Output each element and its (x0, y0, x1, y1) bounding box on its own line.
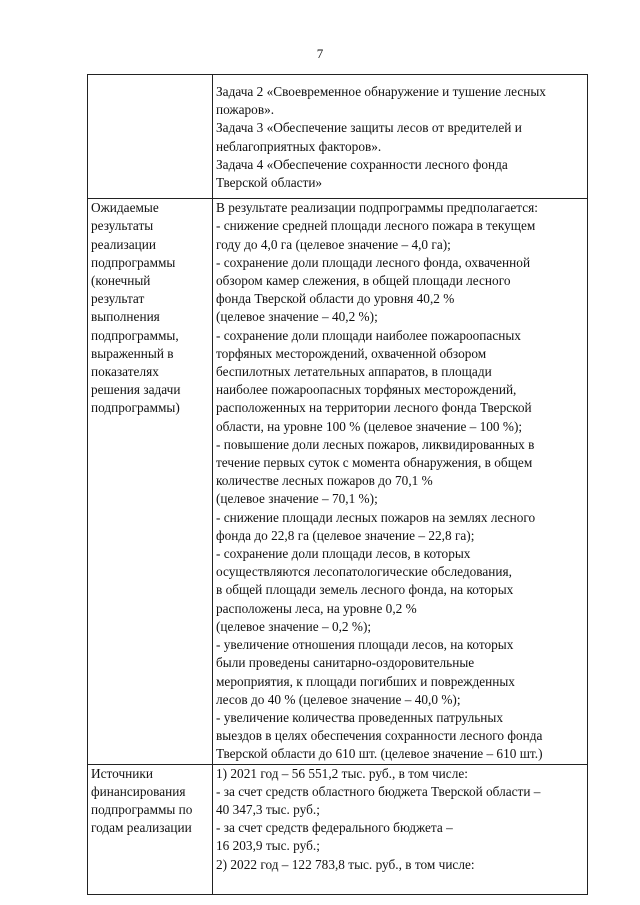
row-content-cell (213, 199, 588, 764)
row-label-cell (88, 199, 213, 764)
text-line: лесов до 40 % (целевое значение – 40,0 %); (216, 691, 461, 707)
text-line: Источники (91, 765, 153, 781)
text-line: наиболее пожароопасных торфяных месторождений, (216, 382, 517, 398)
text-line: решения задачи (91, 382, 181, 398)
text-line: выраженный в (91, 345, 174, 361)
text-line: 2) 2022 год – 122 783,8 тыс. руб., в том числе: (216, 856, 475, 872)
text-line: области, на уровне 100 % (целевое значение – 100 %); (216, 418, 523, 434)
text-line: течение первых суток с момента обнаружения, в общем (216, 455, 533, 471)
text-line: выездов в целях обеспечения сохранности лесного фонда (216, 728, 543, 744)
table-row-funding-sources (88, 764, 588, 894)
text-line: пожаров». (216, 102, 275, 118)
text-line: Задача 3 «Обеспечение защиты лесов от вредителей и (216, 120, 522, 136)
text-line: выполнения (91, 309, 160, 325)
page-number: 7 (316, 46, 324, 61)
text-line: неблагоприятных факторов». (216, 138, 382, 154)
text-line: - увеличение отношения площади лесов, на которых (216, 637, 514, 653)
text-line: Задача 4 «Обеспечение сохранности лесного фонда (216, 156, 508, 172)
text-line: подпрограммы) (91, 400, 180, 416)
text-line: Тверской области» (216, 175, 323, 191)
text-line: торфяных месторождений, охваченной обзором (216, 345, 487, 361)
text-line: результаты (91, 218, 154, 234)
text-line: реализации (91, 236, 156, 252)
text-line: году до 4,0 га (целевое значение – 4,0 га); (216, 236, 451, 252)
table-row-tasks (88, 75, 588, 199)
text-line: мероприятия, к площади погибших и поврежденных (216, 673, 515, 689)
text-line: (целевое значение – 40,2 %); (216, 309, 378, 325)
row-label-cell (88, 75, 213, 199)
text-line: в общей площади земель лесного фонда, на которых (216, 582, 514, 598)
text-line: подпрограммы (91, 254, 176, 270)
text-line: количестве лесных пожаров до 70,1 % (216, 473, 433, 489)
text-line: - сохранение доли площади лесов, в которых (216, 546, 471, 562)
text-line: расположены леса, на уровне 0,2 % (216, 600, 417, 616)
text-line: фонда до 22,8 га (целевое значение – 22,8 га); (216, 527, 475, 543)
text-line: расположенных на территории лесного фонда Тверской (216, 400, 532, 416)
text-line: - сохранение доли площади наиболее пожароопасных (216, 327, 521, 343)
subprogram-passport-table (87, 74, 588, 895)
row-label-cell (88, 764, 213, 894)
text-line: 1) 2021 год – 56 551,2 тыс. руб., в том числе: (216, 765, 468, 781)
text-line: 40 347,3 тыс. руб.; (216, 801, 320, 817)
text-line: осуществляются лесопатологические обследования, (216, 564, 512, 580)
text-line: - сохранение доли площади лесного фонда, охваченной (216, 254, 531, 270)
text-line: В результате реализации подпрограммы предполагается: (216, 200, 538, 216)
text-line: Задача 2 «Своевременное обнаружение и тушение лесных (216, 84, 546, 99)
text-line: - снижение площади лесных пожаров на землях лесного (216, 509, 536, 525)
row-content-cell (213, 75, 588, 199)
text-line: показателях (91, 364, 159, 380)
text-line: Ожидаемые (91, 200, 159, 216)
text-line: (целевое значение – 0,2 %); (216, 618, 372, 634)
text-line: Тверской области до 610 шт. (целевое значение – 610 шт.) (216, 746, 543, 762)
text-line: (конечный (91, 273, 151, 289)
text-line: (целевое значение – 70,1 %); (216, 491, 378, 507)
text-line: - увеличение количества проведенных патрульных (216, 709, 503, 725)
text-line: беспилотных летательных аппаратов, в площади (216, 364, 492, 380)
table-row-expected-results (88, 199, 588, 764)
text-line: подпрограммы, (91, 327, 179, 343)
text-line: подпрограммы по (91, 801, 193, 817)
text-line: обзором камер слежения, в общей площади лесного (216, 273, 511, 289)
text-line: фонда Тверской области до уровня 40,2 % (216, 291, 455, 307)
text-line: - повышение доли лесных пожаров, ликвидированных в (216, 436, 535, 452)
text-line: годам реализации (91, 820, 192, 836)
row-content-cell (213, 764, 588, 894)
text-line: финансирования (91, 783, 186, 799)
text-line: - за счет средств областного бюджета Тверской области – (216, 783, 541, 799)
text-line: - снижение средней площади лесного пожара в текущем (216, 218, 536, 234)
text-line: - за счет средств федерального бюджета – (216, 820, 453, 836)
text-line: результат (91, 291, 145, 307)
text-line: были проведены санитарно-оздоровительные (216, 655, 475, 671)
text-line: 16 203,9 тыс. руб.; (216, 838, 320, 854)
